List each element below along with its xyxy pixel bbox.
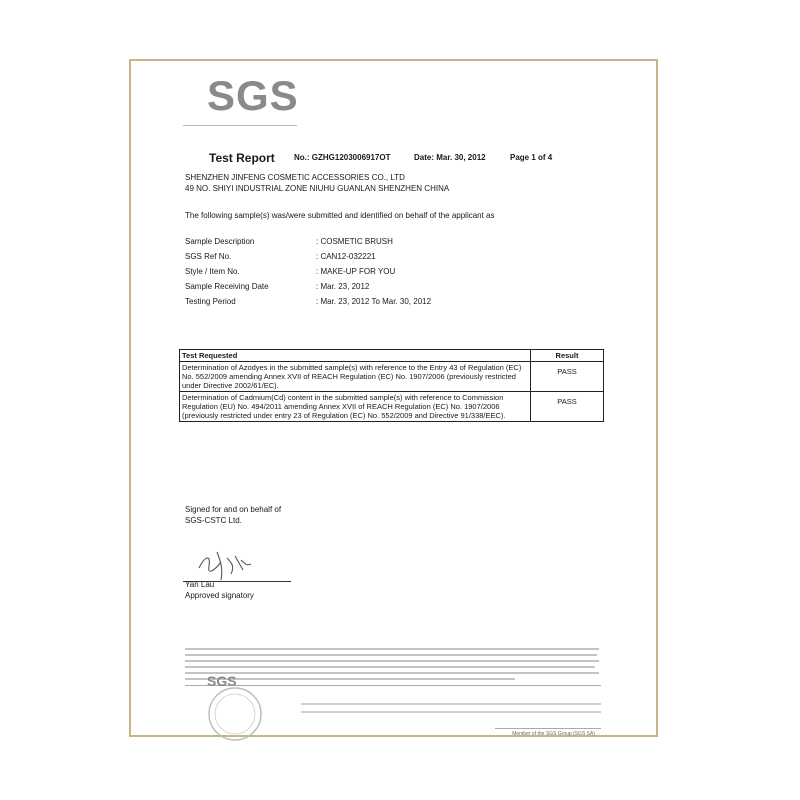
sample-info-value: : COSMETIC BRUSH (316, 237, 393, 246)
sample-info-label: Style / Item No. (185, 267, 240, 276)
test-result: PASS (531, 362, 604, 392)
sample-info-row (185, 236, 605, 251)
sample-info-label: Sample Description (185, 237, 255, 246)
applicant-address: 49 NO. SHIYI INDUSTRIAL ZONE NIUHU GUANLAN SHENZHEN CHINA (185, 184, 450, 193)
test-description: Determination of Azodyes in the submitted sample(s) with reference to the Entry 43 of Regulation (EC) No. 552/2009 amending Annex XVII of REACH Regulation (EC) No. 1907/2006 (previously restricted under Directive 2002/61/EC). (180, 362, 531, 392)
report-number: No.: GZHG1203006917OT (294, 153, 391, 162)
sample-info (185, 236, 605, 311)
footer-member-text: Member of the SGS Group (SGS SA) (512, 731, 595, 737)
report-date: Date: Mar. 30, 2012 (414, 153, 486, 162)
sample-info-value: : Mar. 23, 2012 (316, 282, 370, 291)
test-requested-header: Test Requested (180, 350, 531, 362)
sgs-logo (183, 73, 297, 129)
sample-info-row (185, 266, 605, 281)
document-page (129, 59, 658, 737)
footer-member-divider (495, 728, 601, 729)
sample-info-value: : Mar. 23, 2012 To Mar. 30, 2012 (316, 297, 432, 306)
applicant-name: SHENZHEN JINFENG COSMETIC ACCESSORIES CO., LTD (185, 173, 405, 182)
signatory-title: Approved signatory (185, 591, 254, 600)
test-description: Determination of Cadmium(Cd) content in the submitted sample(s) with reference to Commission Regulation (EU) No. 494/2011 amending Annex XVII of REACH Regulation (EC) No. 1907/2006 (previously restricted under entry 23 of Regulation (EC) No. 552/2009 and Directive 91/338/EEC). (180, 392, 531, 422)
sample-info-value: : CAN12-032221 (316, 252, 376, 261)
test-result: PASS (531, 392, 604, 422)
page-indicator: Page 1 of 4 (510, 153, 553, 162)
table-row (180, 392, 604, 422)
signed-for-line: Signed for and on behalf of (185, 505, 282, 514)
logo-text: SGS (207, 72, 299, 119)
table-header-row (180, 350, 604, 362)
footer-logo-text: SGS (207, 673, 237, 689)
sample-info-value: : MAKE-UP FOR YOU (316, 267, 396, 276)
applicant-block (185, 172, 605, 194)
result-header: Result (531, 350, 604, 362)
sample-info-row (185, 251, 605, 266)
intro-text: The following sample(s) was/were submitted and identified on behalf of the applicant as (185, 211, 495, 220)
report-title: Test Report (209, 151, 275, 165)
footer-address-lines (301, 701, 601, 717)
sample-info-label: Sample Receiving Date (185, 282, 269, 291)
table-row (180, 362, 604, 392)
signatory-block (185, 579, 385, 601)
sgs-seal-stamp (201, 672, 265, 742)
report-header (209, 151, 649, 167)
sample-info-row (185, 296, 605, 311)
signed-for-company: SGS-CSTC Ltd. (185, 516, 242, 525)
logo-underline (183, 125, 297, 126)
test-results-table (179, 349, 604, 422)
signed-for-block (185, 504, 385, 526)
signatory-name: Yan Lau (185, 580, 215, 589)
sample-info-label: SGS Ref No. (185, 252, 232, 261)
sample-info-label: Testing Period (185, 297, 236, 306)
sample-info-row (185, 281, 605, 296)
